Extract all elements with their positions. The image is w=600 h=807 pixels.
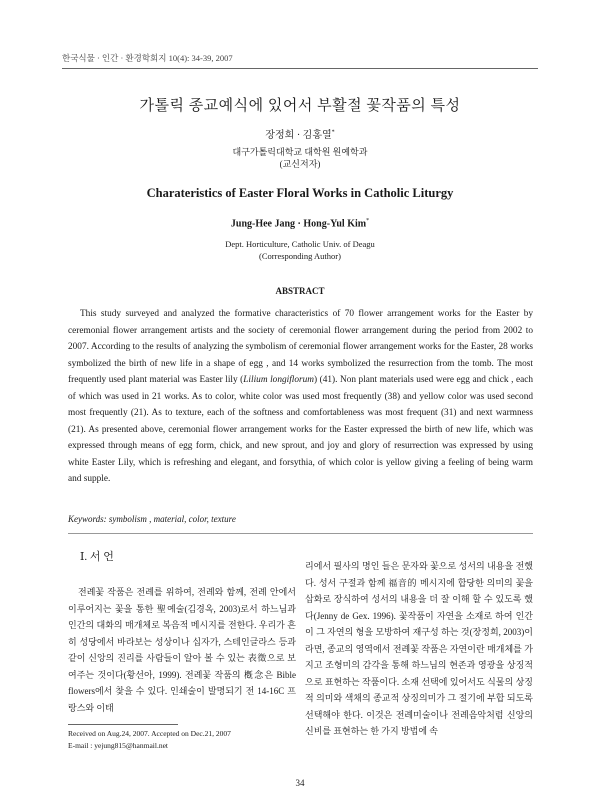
footnote-received: Received on Aug.24, 2007. Accepted on Dec.21, 2007	[68, 729, 231, 738]
abstract-rule	[68, 533, 533, 534]
section-heading-introduction: Ⅰ. 서 언	[80, 551, 114, 563]
header-rule	[62, 68, 538, 69]
korean-author-names: 장정희 · 김홍열	[265, 130, 332, 141]
body-column-right: 리에서 필사의 명인 들은 문자와 꽃으로 성서의 내용을 전했다. 성서 구절과 함께 福音的 메시지에 합당한 의미의 꽃을 삽화로 장식하여 성서의 내용을 더 잘 이해 할 수 있도록 했다(Jenny de Gex. 1996). 꽃작품이 자연을 소재로 하여 인간이 그 자연의 형을 모방하여 재구성 하는 것(장정희, 2003)이라면, 종교의 영역에서 전례꽃 작품은 자연이란 매개체를 가지고 조형미의 감각을 통해 하느님의 현존과 영광을 상징적으로 표현하는 작품이다. 소재 선택에 있어서도 식물의 상징적 의미와 색채의 종교적 상징의미가 그 절기에 부합 되도록 선택해야 한다. 이것은 전례미술이나 전례음악처럼 신앙의 신비를 표현하는 한 가지 방법에 속	[305, 561, 533, 736]
abstract-body	[68, 306, 533, 488]
korean-corresponding-note: (교신저자)	[279, 159, 321, 169]
body-column-left: 전례꽃 작품은 전례를 위하여, 전례와 함께, 전례 안에서 이루어지는 꽃을 통한 聖예술(김경옥, 2003)로서 하느님과 인간의 대화의 매개체로 복음적 메시지를 전한다. 우리가 흔히 성당에서 바라보는 성상이나 십자가, 스테인글라스 등과 같이 신앙의 진리를 사람들이 알아 볼 수 있는 表徵으로 보여주는 것이다(황선아, 1999). 전례꽃 작품의 槪念은 Bible flowers에서 찾을 수 있다. 인쇄술이 발명되기 전 14-16C 프랑스와 이태	[68, 587, 296, 713]
korean-title: 가톨릭 종교예식에 있어서 부활절 꽃작품의 특성	[139, 98, 461, 114]
abstract-text-1: This study surveyed and analyzed the formative characteristics of 70 flower arrangement works for the Easter by ceremonial flower arrangement artists and the society of ceremonial flower arrangement during the period from 2002 to 2007. According to the results of analyzing the symbolism of ceremonial flower arrangement works for the Easter, 28 works symbolized the birth of new life in a shape of egg , and 14 works symbolized the resurrection from the tomb. The most frequently used plant material was Easter lily (	[68, 309, 533, 385]
footnote-email: E-mail : yejung815@hanmail.net	[68, 741, 169, 750]
english-title: Charateristics of Easter Floral Works in Catholic Liturgy	[146, 186, 454, 200]
journal-citation: 한국식물 · 인간 · 환경학회지 10(4): 34-39, 2007	[62, 53, 233, 63]
english-affiliation-dept: Dept. Horticulture, Catholic Univ. of Deagu	[225, 239, 375, 249]
english-corresponding-mark: *	[366, 218, 370, 224]
korean-authors	[0, 126, 600, 141]
english-affiliation	[0, 238, 600, 262]
abstract-heading: ABSTRACT	[275, 286, 325, 296]
keywords: Keywords: symbolism , material, color, texture	[68, 514, 236, 524]
page-number: 34	[295, 778, 305, 788]
abstract-text-2: ) (41). Non plant materials used were egg and chick , each of which was used in 21 works. As to color, white color was used most frequently (38) and yellow color was used second most frequently (21). As to texture, each of the softness and comfortableness was most frequent (31) and next warmness (21). As presented above, ceremonial flower arrangement works for the Easter expressed the birth of new life, which was expressed through means of egg form, chick, and new sprout, and joy and glory of resurrection was expressed by using white Easter Lily, which is refreshing and elegant, and forsythia, of which color is yellow giving a feeling of being warm and supple.	[68, 375, 533, 484]
korean-affiliation-dept: 대구가톨릭대학교 대학원 원예학과	[232, 147, 368, 157]
korean-corresponding-mark: *	[331, 129, 335, 136]
english-author-names: Jung-Hee Jang · Hong-Yul Kim	[230, 218, 367, 230]
english-authors	[0, 218, 600, 229]
footnote-rule	[68, 724, 178, 725]
english-corresponding-note: (Corresponding Author)	[259, 251, 341, 261]
abstract-species-name: Lilium longiflorum	[243, 375, 314, 385]
footnote	[68, 728, 231, 752]
korean-affiliation	[0, 146, 600, 170]
